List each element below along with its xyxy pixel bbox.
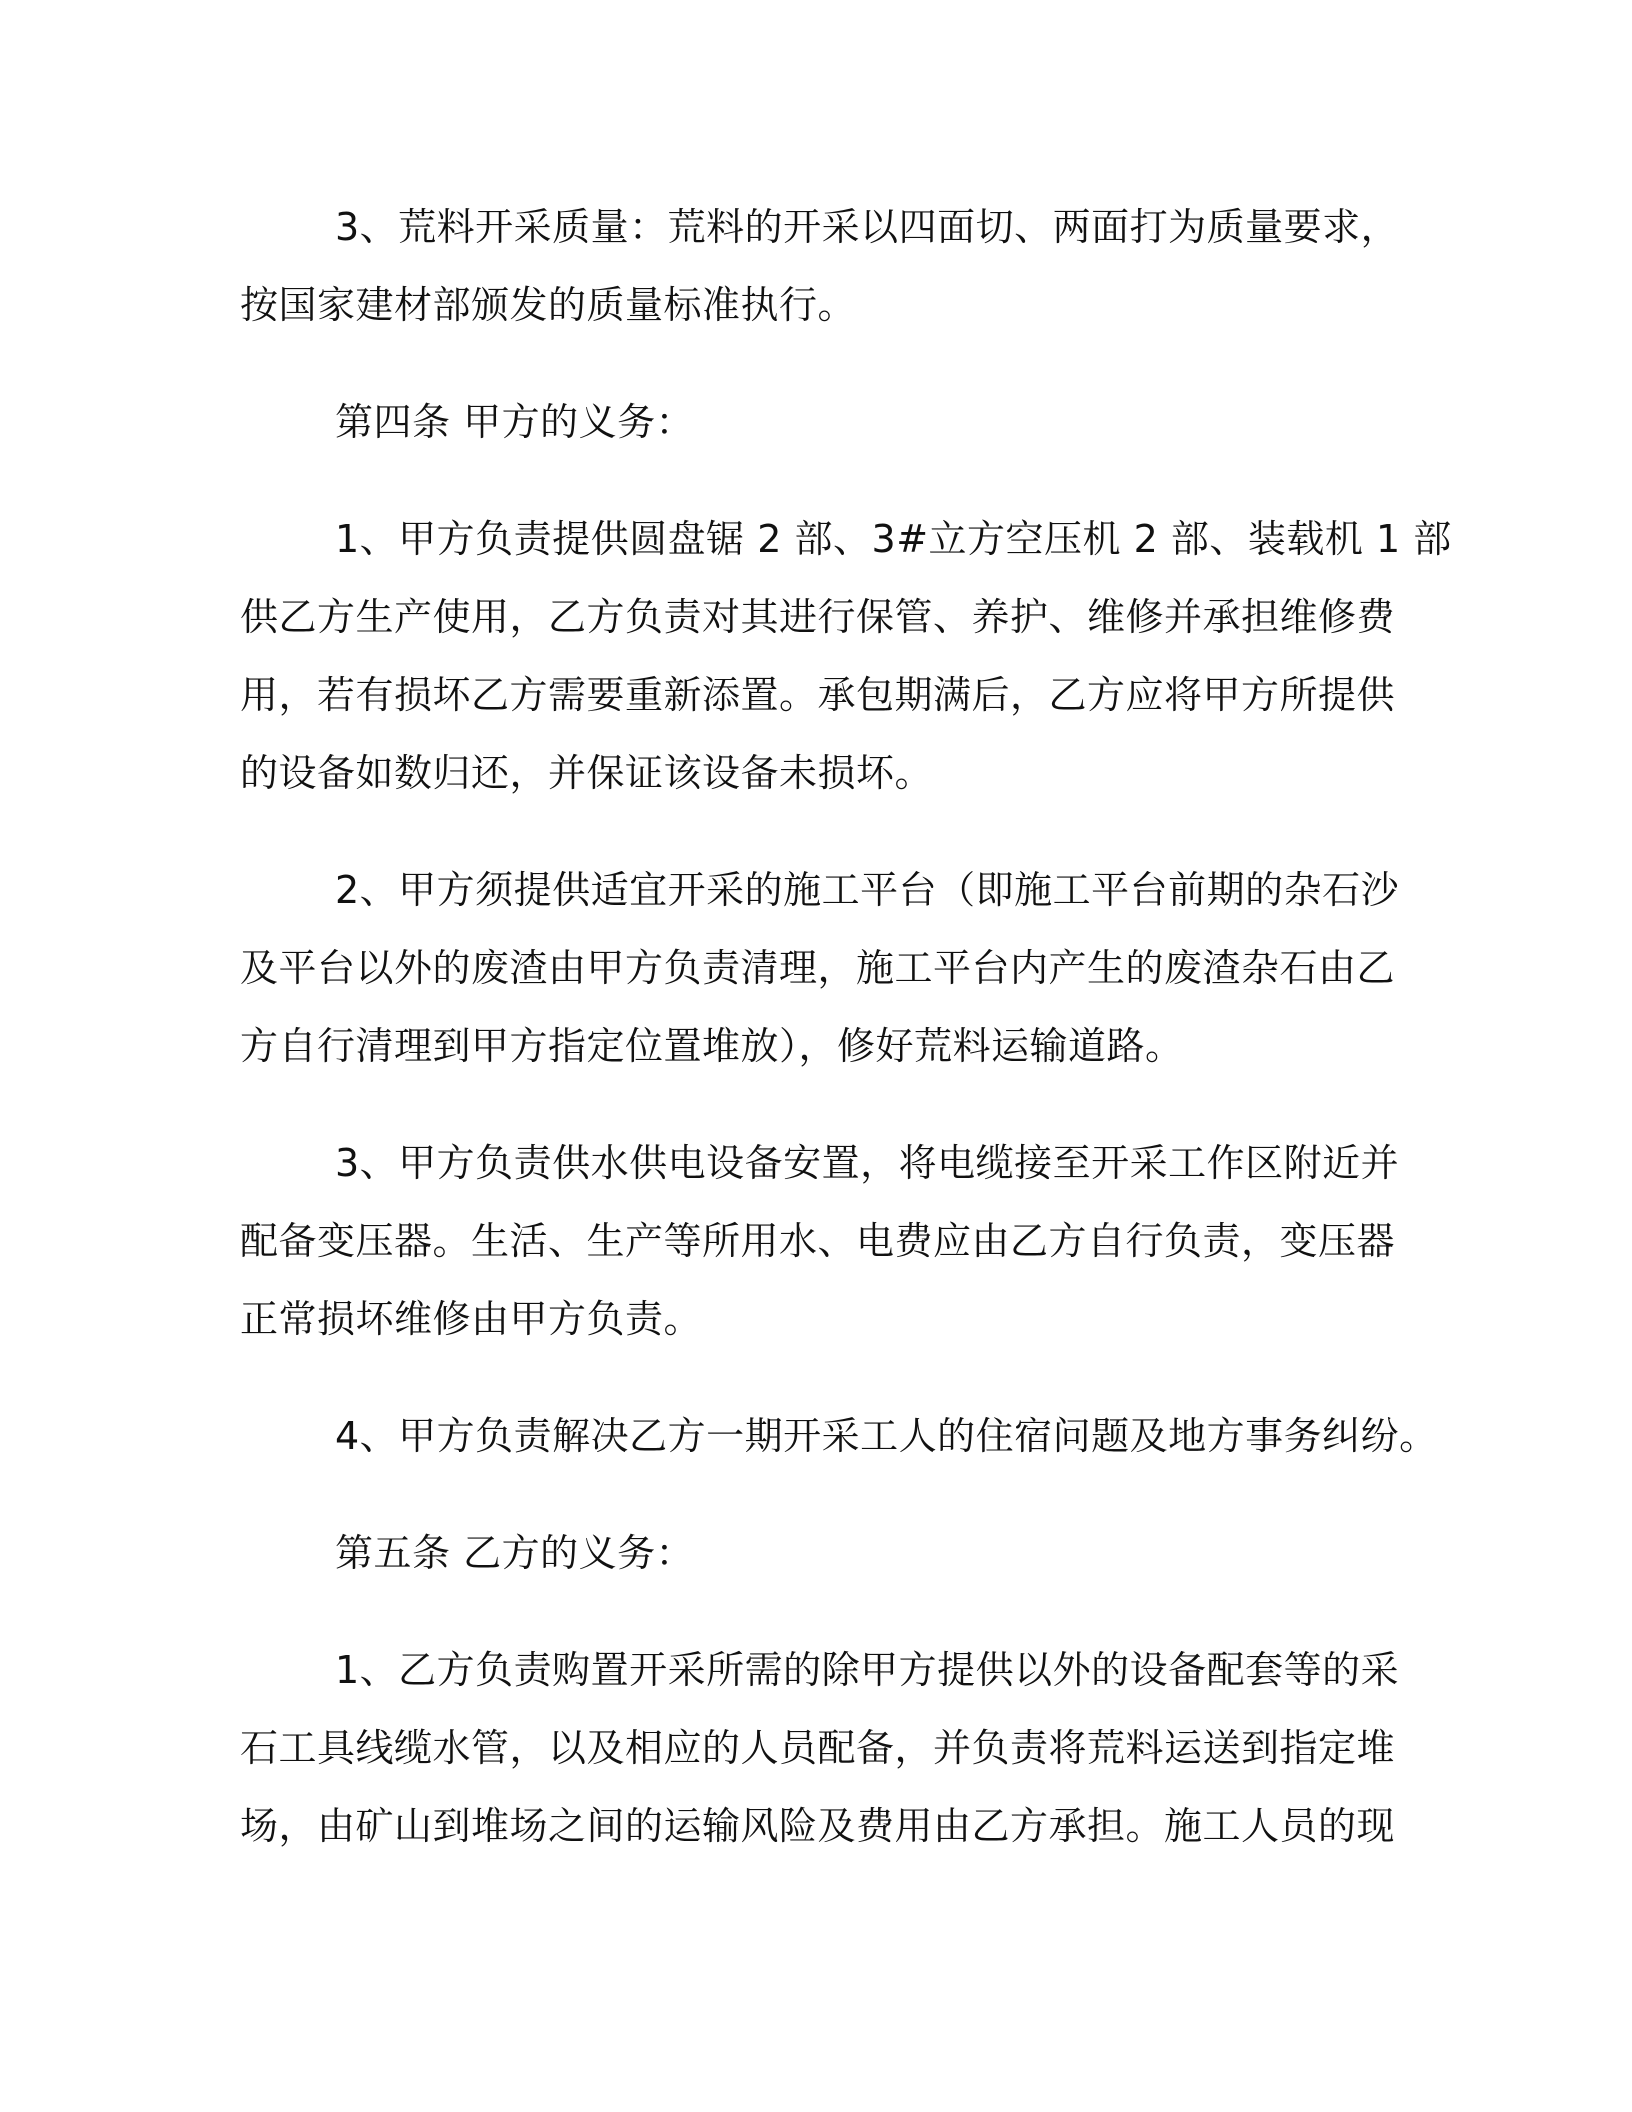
paragraph-line: 1、乙方负责购置开采所需的除甲方提供以外的设备配套等的采 <box>335 1648 1400 1692</box>
article-5-heading <box>240 1514 1400 1592</box>
paragraph-line: 3、甲方负责供水供电设备安置，将电缆接至开采工作区附近并 <box>335 1141 1400 1185</box>
paragraph-party-a-duty-1 <box>240 500 1452 812</box>
paragraph-line: 的设备如数归还，并保证该设备未损坏。 <box>240 751 934 795</box>
paragraph-line: 供乙方生产使用，乙方负责对其进行保管、养护、维修并承担维修费 <box>240 595 1396 639</box>
paragraph-party-a-duty-2 <box>240 851 1400 1085</box>
heading-line: 第五条 乙方的义务： <box>335 1531 695 1575</box>
paragraph-party-b-duty-1 <box>240 1631 1400 1865</box>
paragraph-quality <box>240 188 1400 344</box>
paragraph-line: 配备变压器。生活、生产等所用水、电费应由乙方自行负责，变压器 <box>240 1219 1396 1263</box>
paragraph-line: 及平台以外的废渣由甲方负责清理，施工平台内产生的废渣杂石由乙 <box>240 946 1396 990</box>
paragraph-line: 4、甲方负责解决乙方一期开采工人的住宿问题及地方事务纠纷。 <box>335 1414 1438 1458</box>
paragraph-line: 1、甲方负责提供圆盘锯 2 部、3#立方空压机 2 部、装载机 1 部 <box>335 517 1452 561</box>
paragraph-line: 方自行清理到甲方指定位置堆放），修好荒料运输道路。 <box>240 1024 1184 1068</box>
paragraph-line: 石工具线缆水管，以及相应的人员配备，并负责将荒料运送到指定堆 <box>240 1726 1396 1770</box>
paragraph-line: 3、荒料开采质量：荒料的开采以四面切、两面打为质量要求， <box>335 205 1400 249</box>
article-4-heading <box>240 383 1400 461</box>
paragraph-party-a-duty-4 <box>240 1397 1438 1475</box>
paragraph-line: 按国家建材部颁发的质量标准执行。 <box>240 283 857 327</box>
heading-line: 第四条 甲方的义务： <box>335 400 695 444</box>
paragraph-party-a-duty-3 <box>240 1124 1400 1358</box>
document-body <box>240 188 1452 1904</box>
paragraph-line: 场，由矿山到堆场之间的运输风险及费用由乙方承担。施工人员的现 <box>240 1804 1396 1848</box>
paragraph-line: 用，若有损坏乙方需要重新添置。承包期满后，乙方应将甲方所提供 <box>240 673 1396 717</box>
paragraph-line: 正常损坏维修由甲方负责。 <box>240 1297 703 1341</box>
paragraph-line: 2、甲方须提供适宜开采的施工平台（即施工平台前期的杂石沙 <box>335 868 1400 912</box>
